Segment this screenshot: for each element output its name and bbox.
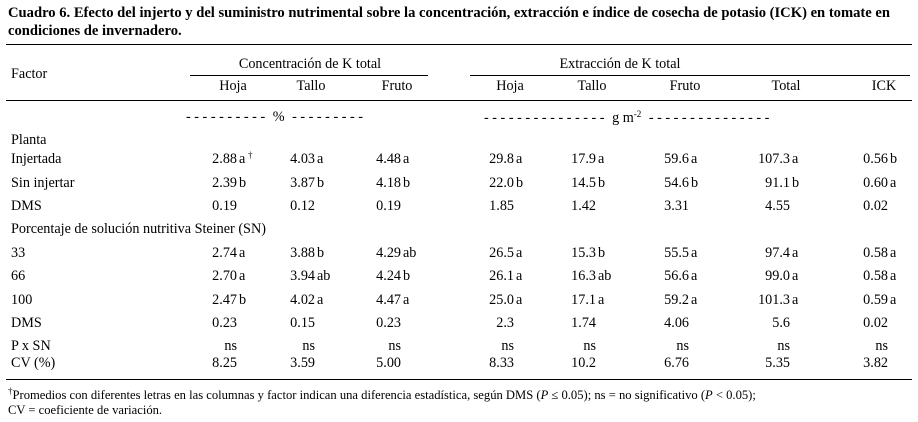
cell-value: 14.5 [571, 175, 596, 191]
unit-dashes-right: - - - - - - - - - [292, 109, 363, 125]
column-header: Total [771, 78, 801, 94]
cell-letter: ab [317, 268, 331, 284]
cell-value: 10.2 [571, 355, 596, 371]
cell-value: 4.06 [664, 315, 689, 331]
cell-letter: a [239, 151, 246, 167]
unit-dashes-right-2: - - - - - - - - - - - - - - - [648, 110, 770, 126]
cell-letter: a [792, 268, 799, 284]
cell-letter: ab [403, 245, 417, 261]
cell-value: 4.29 [376, 245, 401, 261]
cell-letter: a [792, 151, 799, 167]
cell-value: 4.47 [376, 292, 401, 308]
cell-letter: a [691, 292, 698, 308]
cell-value: 2.47 [212, 292, 237, 308]
cell-letter: b [239, 175, 247, 191]
cell-value: 101.3 [758, 292, 790, 308]
header-rule [6, 100, 912, 101]
cell-letter: a [317, 151, 324, 167]
footnote-line-2: CV = coeficiente de variación. [8, 403, 163, 417]
cell-letter: a [317, 292, 324, 308]
cell-value: 6.76 [664, 355, 689, 371]
cell-letter: a [516, 292, 523, 308]
cell-letter: a [691, 268, 698, 284]
cell-letter: a [403, 292, 410, 308]
cell-letter: a [598, 151, 605, 167]
cell-value: 26.5 [489, 245, 514, 261]
cell-value: 16.3 [571, 268, 596, 284]
column-header: Fruto [381, 78, 413, 94]
cell-letter: ab [598, 268, 612, 284]
cell-value: 5.6 [772, 315, 790, 331]
footnote-mark: † [8, 386, 13, 396]
cell-value: 5.35 [765, 355, 790, 371]
footnote-p-1: P [540, 388, 549, 402]
cell-value: 2.39 [212, 175, 237, 191]
cell-value: 25.0 [489, 292, 514, 308]
unit-extraction [484, 109, 769, 127]
cell-letter: a [516, 245, 523, 261]
column-header: Fruto [669, 78, 701, 94]
cell-value: 4.55 [765, 198, 790, 214]
cell-letter: b [890, 151, 898, 167]
cell-letter: a [403, 151, 410, 167]
cell-letter: b [317, 175, 325, 191]
cell-value: 3.59 [290, 355, 315, 371]
cell-value: 56.6 [664, 268, 689, 284]
cell-value: 91.1 [765, 175, 790, 191]
cell-letter: a [598, 292, 605, 308]
cell-letter: a [516, 268, 523, 284]
unit-dashes-left-2: - - - - - - - - - - - - - - - [484, 110, 605, 126]
group-extraction-rule [470, 75, 910, 76]
row-label: Injertada [11, 151, 62, 167]
cell-value: 0.60 [863, 175, 888, 191]
cell-value: 55.5 [664, 245, 689, 261]
cell-value: 0.23 [376, 315, 401, 331]
cell-value: 8.33 [489, 355, 514, 371]
cell-letter: a [239, 268, 246, 284]
header-factor: Factor [11, 66, 48, 82]
bottom-rule [6, 379, 912, 380]
row-label: 33 [11, 245, 26, 261]
cell-value: 59.6 [664, 151, 689, 167]
cell-value: ns [302, 338, 315, 354]
footnote [8, 384, 913, 418]
cell-letter: a [691, 151, 698, 167]
row-label: DMS [11, 315, 42, 331]
cell-value: 59.2 [664, 292, 689, 308]
column-header: Hoja [219, 78, 247, 94]
cell-value: 22.0 [489, 175, 514, 191]
cell-value: 107.3 [758, 151, 790, 167]
cell-value: 0.12 [290, 198, 315, 214]
cell-value: 0.19 [376, 198, 401, 214]
row-label: DMS [11, 198, 42, 214]
cell-value: 3.88 [290, 245, 315, 261]
cell-value: 17.9 [571, 151, 596, 167]
cell-value: 97.4 [765, 245, 790, 261]
cell-letter: b [403, 175, 411, 191]
footnote-text-1: Promedios con diferentes letras en las columnas y factor indican una diferencia estadística, según DMS ( [12, 388, 541, 402]
cell-value: 0.02 [863, 315, 888, 331]
cell-value: 4.02 [290, 292, 315, 308]
cell-value: 29.8 [489, 151, 514, 167]
cell-value: 4.24 [376, 268, 401, 284]
cell-value: ns [501, 338, 514, 354]
row-label: CV (%) [11, 355, 56, 371]
cell-value: 4.18 [376, 175, 401, 191]
unit-dashes-left: - - - - - - - - - - [186, 109, 266, 125]
cell-letter: b [792, 175, 800, 191]
section-planta: Planta [11, 132, 47, 148]
top-rule [6, 44, 912, 45]
cell-value: 0.23 [212, 315, 237, 331]
table-caption: Cuadro 6. Efecto del injerto y del suministro nutrimental sobre la concentración, extracción e índice de cosecha de potasio (ICK) en tomate en condiciones de invernadero. [8, 5, 891, 39]
cell-value: 54.6 [664, 175, 689, 191]
cell-value: 3.82 [863, 355, 888, 371]
footnote-text-3: < 0.05); [712, 388, 756, 402]
cell-letter: b [516, 175, 524, 191]
cell-value: 2.3 [496, 315, 514, 331]
footnote-text-2: ≤ 0.05); ns = no significativo ( [548, 388, 706, 402]
cell-value: ns [224, 338, 237, 354]
cell-letter: a [890, 292, 897, 308]
cell-value: 5.00 [376, 355, 401, 371]
cell-value: ns [388, 338, 401, 354]
cell-letter: a [516, 151, 523, 167]
cell-letter: b [598, 245, 606, 261]
row-label: P x SN [11, 338, 51, 354]
unit-gm-exponent: -2 [633, 109, 642, 119]
cell-value: ns [875, 338, 888, 354]
header-group-extraction: Extracción de K total [559, 56, 681, 72]
cell-letter: b [403, 268, 411, 284]
group-concentration-rule [190, 75, 428, 76]
cell-value: 1.42 [571, 198, 596, 214]
cell-value: 3.94 [290, 268, 315, 284]
cell-value: 3.31 [664, 198, 689, 214]
cell-letter: b [691, 175, 699, 191]
cell-value: 15.3 [571, 245, 596, 261]
cell-value: 4.48 [376, 151, 401, 167]
cell-value: 2.74 [212, 245, 237, 261]
unit-gm: g m [612, 110, 634, 126]
cell-value: 2.88 [212, 151, 237, 167]
row-label: 100 [11, 292, 33, 308]
cell-value: 1.85 [489, 198, 514, 214]
cell-value: 0.02 [863, 198, 888, 214]
cell-value: 17.1 [571, 292, 596, 308]
cell-value: ns [777, 338, 790, 354]
footnote-p-2: P [705, 388, 713, 402]
cell-letter: a [890, 268, 897, 284]
header-group-concentration: Concentración de K total [238, 56, 382, 72]
column-header: ICK [871, 78, 897, 94]
cell-value: 3.87 [290, 175, 315, 191]
cell-letter: b [317, 245, 325, 261]
row-label: Sin injertar [11, 175, 75, 191]
cell-letter: a [239, 245, 246, 261]
cell-letter: a [691, 245, 698, 261]
cell-value: 0.58 [863, 268, 888, 284]
cell-letter: a [890, 245, 897, 261]
cell-value: 8.25 [212, 355, 237, 371]
unit-percent: % [272, 109, 285, 125]
cell-value: 0.58 [863, 245, 888, 261]
cell-value: ns [676, 338, 689, 354]
unit-concentration [186, 109, 363, 126]
cell-value: ns [583, 338, 596, 354]
column-header: Tallo [296, 78, 326, 94]
cell-letter: b [598, 175, 606, 191]
cell-letter: b [239, 292, 247, 308]
cell-value: 4.03 [290, 151, 315, 167]
cell-letter: a [890, 175, 897, 191]
cell-value: 26.1 [489, 268, 514, 284]
cell-value: 0.56 [863, 151, 888, 167]
cell-letter: a [792, 292, 799, 308]
column-header: Tallo [577, 78, 607, 94]
cell-letter: a [792, 245, 799, 261]
section-solucion: Porcentaje de solución nutritiva Steiner (SN) [11, 221, 266, 237]
row-label: 66 [11, 268, 26, 284]
dagger-mark: † [248, 150, 253, 160]
cell-value: 0.59 [863, 292, 888, 308]
column-header: Hoja [496, 78, 524, 94]
cell-value: 0.19 [212, 198, 237, 214]
cell-value: 1.74 [571, 315, 596, 331]
cell-value: 99.0 [765, 268, 790, 284]
cell-value: 0.15 [290, 315, 315, 331]
cell-value: 2.70 [212, 268, 237, 284]
